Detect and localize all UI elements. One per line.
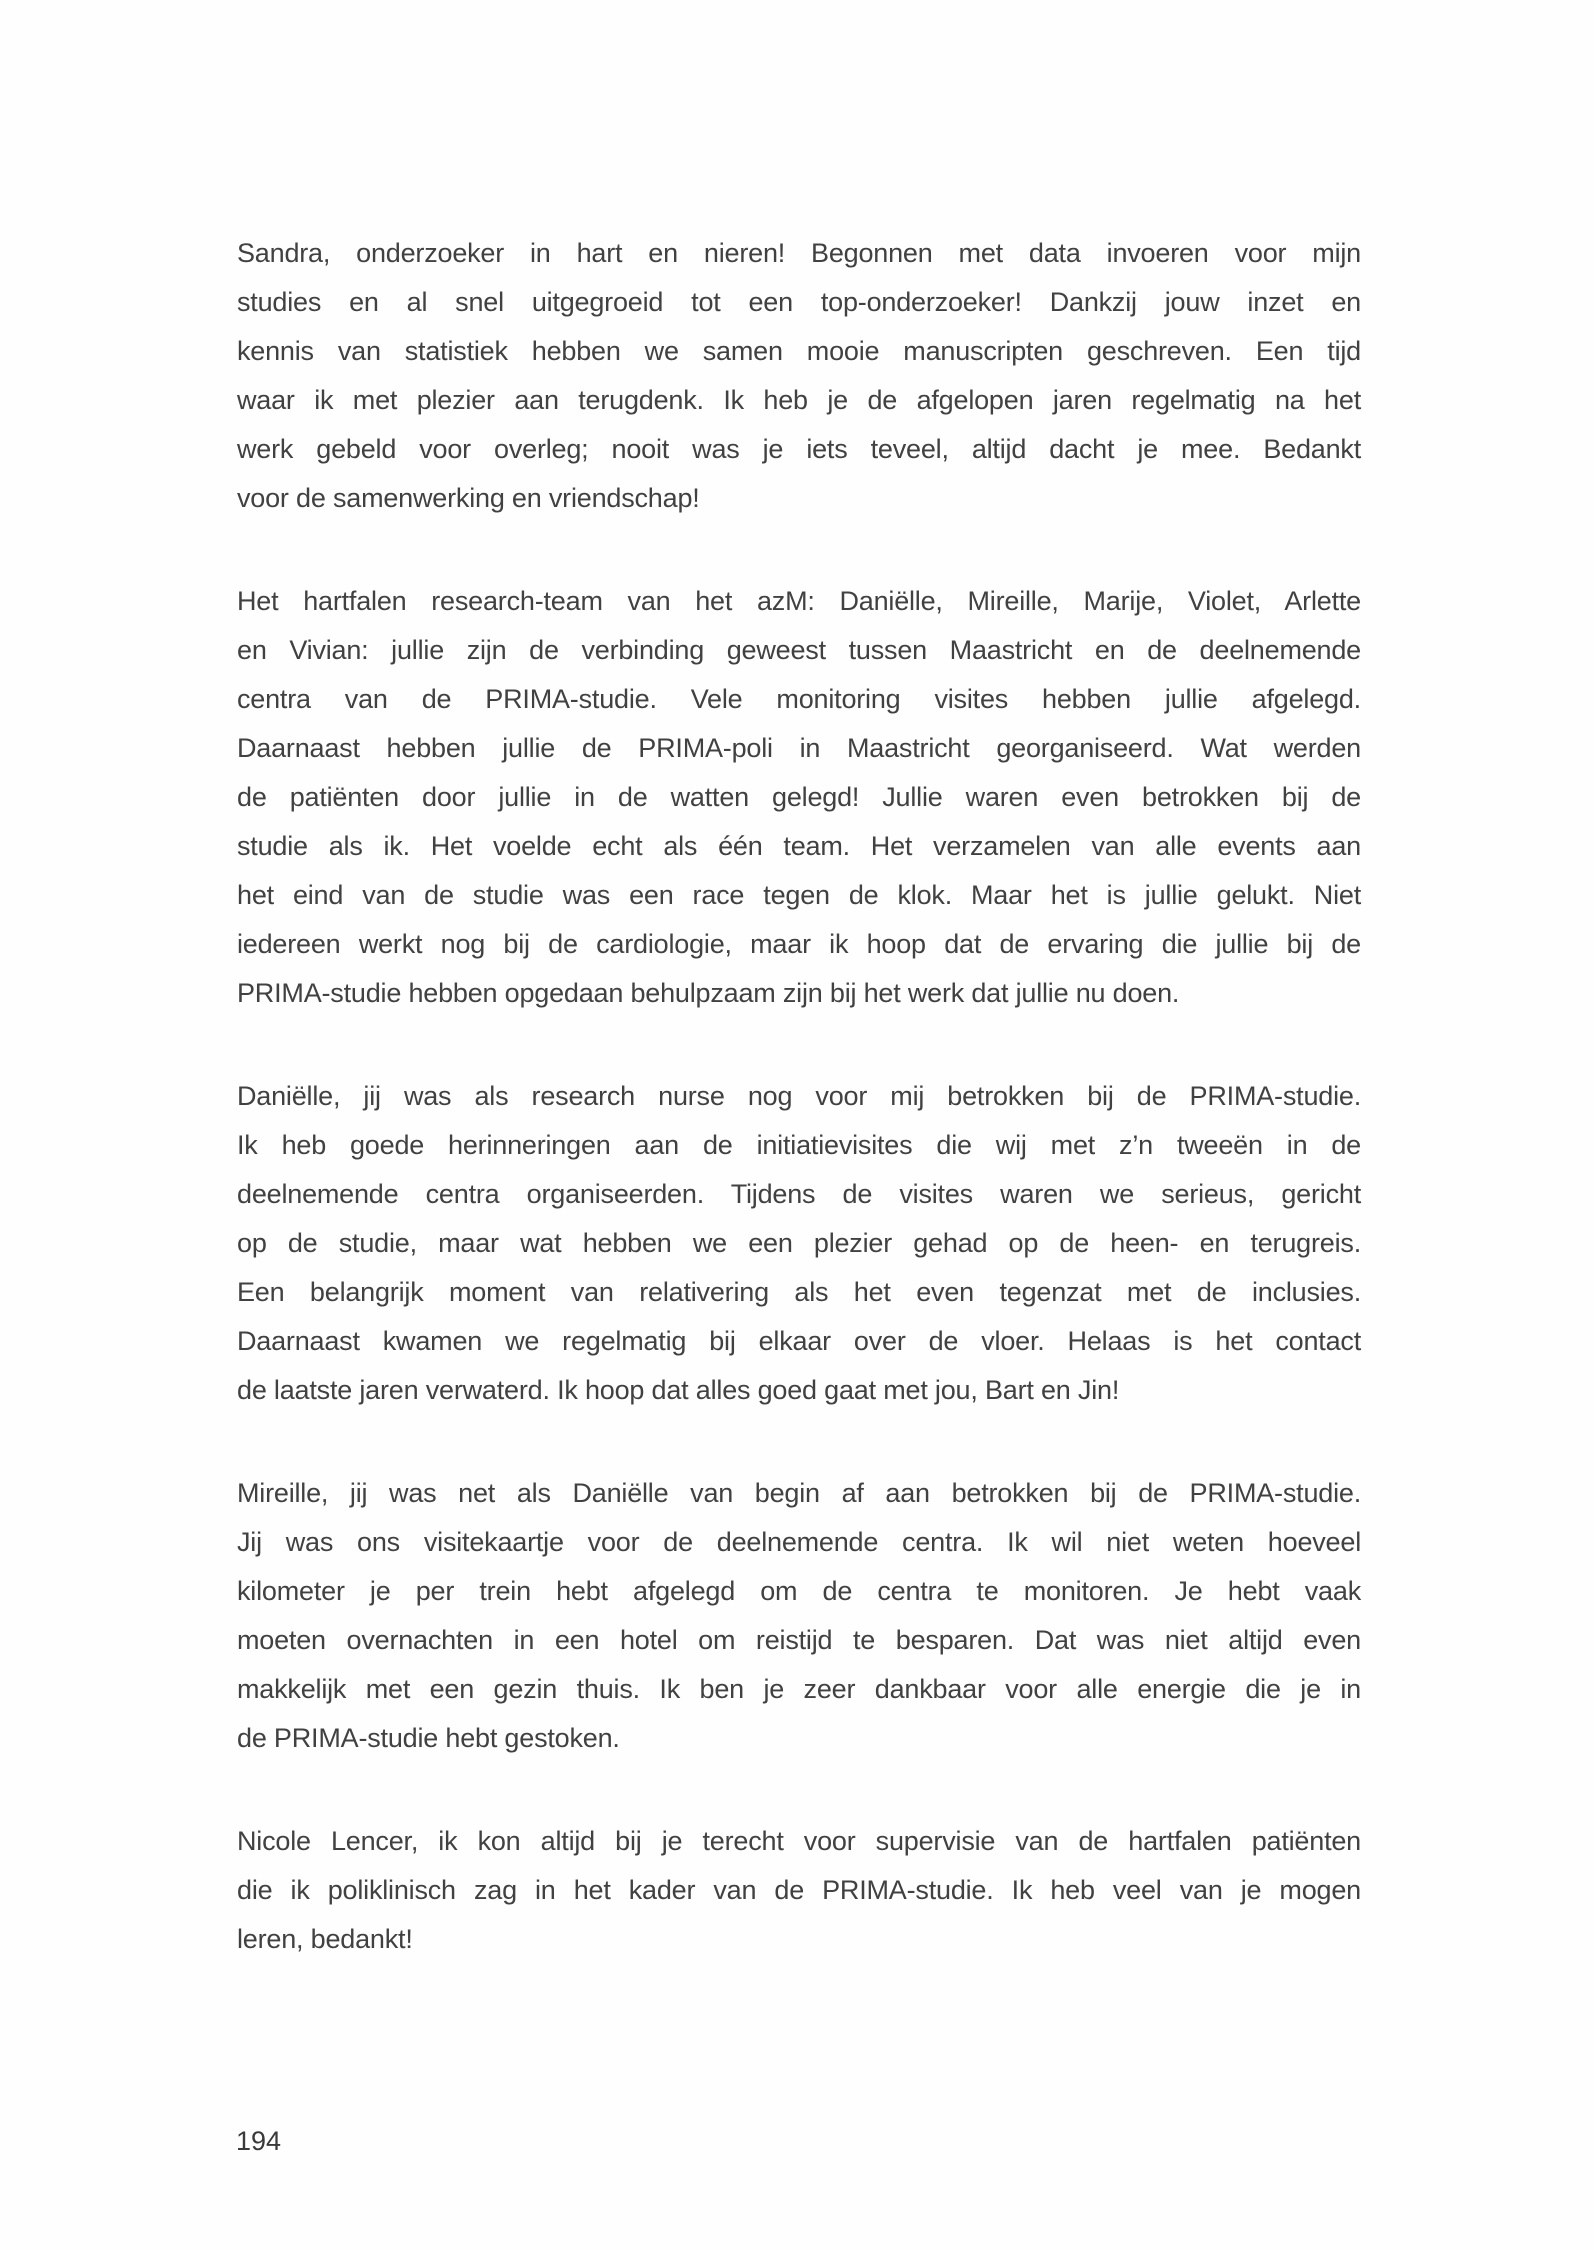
text-line: Daniëlle, jij was als research nurse nog voor mij betrokken bij de PRIMA-studie. <box>237 1081 1361 1111</box>
text-line: leren, bedankt! <box>237 1924 413 1954</box>
text-line: Daarnaast hebben jullie de PRIMA-poli in Maastricht georganiseerd. Wat werden <box>237 733 1361 763</box>
text-line: op de studie, maar wat hebben we een plezier gehad op de heen- en terugreis. <box>237 1228 1361 1258</box>
text-line: kennis van statistiek hebben we samen mooie manuscripten geschreven. Een tijd <box>237 336 1361 366</box>
text-line: PRIMA-studie hebben opgedaan behulpzaam zijn bij het werk dat jullie nu doen. <box>237 978 1180 1008</box>
paragraph <box>237 1072 1361 1415</box>
text-line: moeten overnachten in een hotel om reistijd te besparen. Dat was niet altijd even <box>237 1625 1361 1655</box>
text-line: de patiënten door jullie in de watten gelegd! Jullie waren even betrokken bij de <box>237 782 1361 812</box>
text-line: Daarnaast kwamen we regelmatig bij elkaar over de vloer. Helaas is het contact <box>237 1326 1361 1356</box>
text-line: iedereen werkt nog bij de cardiologie, maar ik hoop dat de ervaring die jullie bij de <box>237 929 1361 959</box>
text-line: makkelijk met een gezin thuis. Ik ben je zeer dankbaar voor alle energie die je in <box>237 1674 1361 1704</box>
text-line: Ik heb goede herinneringen aan de initiatievisites die wij met z’n tweeën in de <box>237 1130 1361 1160</box>
text-line: Mireille, jij was net als Daniëlle van begin af aan betrokken bij de PRIMA-studie. <box>237 1478 1361 1508</box>
text-line: waar ik met plezier aan terugdenk. Ik heb je de afgelopen jaren regelmatig na het <box>237 385 1361 415</box>
page-number: 194 <box>236 2126 282 2156</box>
text-line: Jij was ons visitekaartje voor de deelnemende centra. Ik wil niet weten hoeveel <box>237 1527 1361 1557</box>
paragraph <box>237 1817 1361 1964</box>
text-line: werk gebeld voor overleg; nooit was je iets teveel, altijd dacht je mee. Bedankt <box>237 434 1361 464</box>
text-line: de laatste jaren verwaterd. Ik hoop dat alles goed gaat met jou, Bart en Jin! <box>237 1375 1120 1405</box>
text-line: Nicole Lencer, ik kon altijd bij je terecht voor supervisie van de hartfalen patiënten <box>237 1826 1361 1856</box>
text-line: het eind van de studie was een race tegen de klok. Maar het is jullie gelukt. Niet <box>237 880 1361 910</box>
text-line: studies en al snel uitgegroeid tot een top-onderzoeker! Dankzij jouw inzet en <box>237 287 1361 317</box>
text-line: die ik poliklinisch zag in het kader van de PRIMA-studie. Ik heb veel van je mogen <box>237 1875 1361 1905</box>
text-line: studie als ik. Het voelde echt als één team. Het verzamelen van alle events aan <box>237 831 1361 861</box>
paragraph <box>237 1469 1361 1763</box>
text-line: de PRIMA-studie hebt gestoken. <box>237 1723 620 1753</box>
text-line: voor de samenwerking en vriendschap! <box>237 483 700 513</box>
page-text <box>237 229 1361 1964</box>
text-line: en Vivian: jullie zijn de verbinding geweest tussen Maastricht en de deelnemende <box>237 635 1361 665</box>
text-line: kilometer je per trein hebt afgelegd om de centra te monitoren. Je hebt vaak <box>237 1576 1361 1606</box>
paragraph <box>237 577 1361 1018</box>
text-line: Het hartfalen research-team van het azM: Daniëlle, Mireille, Marije, Violet, Arlette <box>237 586 1361 616</box>
text-line: centra van de PRIMA-studie. Vele monitoring visites hebben jullie afgelegd. <box>237 684 1361 714</box>
text-line: Sandra, onderzoeker in hart en nieren! Begonnen met data invoeren voor mijn <box>237 238 1361 268</box>
text-line: Een belangrijk moment van relativering als het even tegenzat met de inclusies. <box>237 1277 1361 1307</box>
text-line: deelnemende centra organiseerden. Tijdens de visites waren we serieus, gericht <box>237 1179 1361 1209</box>
paragraph <box>237 229 1361 523</box>
